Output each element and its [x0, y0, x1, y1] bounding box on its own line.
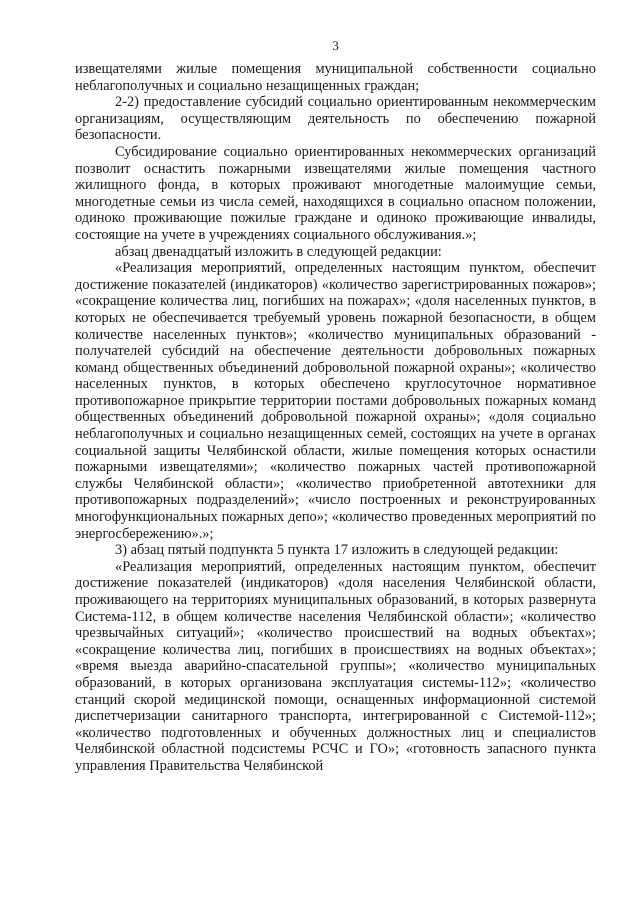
paragraph-6: 3) абзац пятый подпункта 5 пункта 17 изложить в следующей редакции: [115, 542, 559, 559]
paragraph-3: Субсидирование социально ориентированных некоммерческих организаций позволит оснастить пожарными извещателями жилые помещения частного жилищного фонда, в которых проживают многодетные малоимущие семьи, многодетные семьи из числа семей, находящихся в социально опасном положении, одиноко проживающие пожилые граждане и одиноко проживающие инвалиды, состоящие на учете в учреждениях социального обслуживания.»; [75, 143, 596, 243]
paragraph-1: извещателями жилые помещения муниципальной собственности социально неблагополучных и социально незащищенных граждан; [75, 61, 596, 94]
paragraph-7: «Реализация мероприятий, определенных настоящим пунктом, обеспечит достижение показателей (индикаторов) «доля населения Челябинской области, проживающего на территориях муниципальных образований, в которых развернута Система-112, в общем количестве населения Челябинской области»; «количество чрезвычайных ситуаций»; «количество происшествий на водных объектах»; «сокращение количества лиц, погибших в происшествиях на водных объектах»; «время выезда аварийно-спасательной группы»; «количество муниципальных образований, в которых организована эксплуатация системы-112»; «количество станций скорой медицинской помощи, оснащенных информационной системой диспетчеризации санитарного транспорта, интегрированной с Системой-112»; «количество подготовленных и обученных должностных лиц и специалистов Челябинской областной подсистемы РСЧС и ГО»; «готовность запасного пункта управления Правительства Челябинской [75, 558, 596, 774]
paragraph-5: «Реализация мероприятий, определенных настоящим пунктом, обеспечит достижение показателей (индикаторов) «количество зарегистрированных пожаров»; «сокращение количества лиц, погибших на пожарах»; «доля населенных пунктов, в которых не обеспечивается требуемый уровень пожарной безопасности, в общем количестве населенных пунктов»; «количество муниципальных образований - получателей субсидий на обеспечение деятельности добровольных пожарных команд общественных объединений добровольной пожарной охраны»; «количество населенных пунктов, в которых обеспечено круглосуточное нормативное противопожарное прикрытие территории постами добровольных пожарных команд общественных объединений добровольной пожарной охраны»; «доля социально неблагополучных и социально незащищенных семей, состоящих на учете в органах социальной защиты Челябинской области, жилые помещения которых оснастили пожарными извещателями»; «количество пожарных частей противопожарной службы Челябинской области»; «количество приобретенной автотехники для противопожарных подразделений»; «число построенных и реконструированных многофункциональных пожарных депо»; «количество проведенных мероприятий по энергосбережению».»; [75, 260, 596, 542]
page-number: 3 [332, 38, 339, 53]
paragraph-2: 2-2) предоставление субсидий социально ориентированным некоммерческим организациям, осуществляющим деятельность по обеспечению пожарной безопасности. [75, 94, 596, 144]
paragraph-4: абзац двенадцатый изложить в следующей редакции: [115, 243, 442, 260]
